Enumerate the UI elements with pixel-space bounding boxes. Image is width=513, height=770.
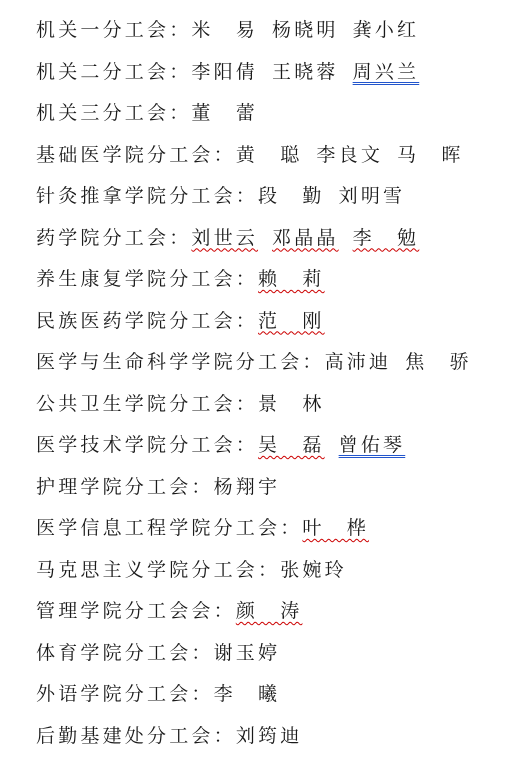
member-name: 范 刚 (258, 309, 325, 332)
union-unit-label: 管理学院分工会会： (36, 600, 236, 622)
member-name: 马 晖 (397, 143, 464, 166)
roster-line (36, 259, 506, 301)
union-unit-label: 外语学院分工会： (36, 683, 214, 705)
member-name: 颜 涛 (235, 600, 303, 622)
roster-line (36, 550, 506, 592)
roster-line (36, 93, 506, 135)
member-name: 张婉玲 (280, 558, 347, 581)
roster-line (36, 674, 506, 716)
member-name: 高沛迪 (324, 351, 392, 373)
union-unit-label: 机关一分工会： (36, 19, 192, 41)
union-unit-label: 基础医学院分工会： (36, 143, 236, 166)
member-name: 龚小红 (352, 19, 420, 41)
member-name: 杨翔宇 (213, 475, 281, 498)
union-unit-label: 护理学院分工会： (36, 475, 214, 498)
union-unit-label: 药学院分工会： (36, 226, 192, 249)
union-unit-label: 养生康复学院分工会： (36, 268, 259, 290)
member-name: 王晓蓉 (272, 60, 339, 83)
member-name: 刘世云 (191, 226, 259, 249)
member-name: 赖 莉 (258, 268, 325, 290)
roster-line (36, 301, 506, 343)
roster-line (36, 425, 506, 467)
member-name: 杨晓明 (272, 19, 339, 41)
union-unit-label: 医学技术学院分工会： (36, 434, 259, 456)
member-name: 李 曦 (213, 683, 281, 705)
member-name: 李良文 (316, 143, 384, 166)
member-name: 米 易 (191, 19, 259, 41)
member-name: 曾佑琴 (338, 434, 406, 456)
member-name: 周兴兰 (352, 60, 420, 83)
member-name: 董 蕾 (191, 102, 259, 124)
document-body (36, 10, 506, 757)
roster-line (36, 384, 506, 426)
member-name: 景 林 (258, 392, 325, 415)
roster-line (36, 633, 506, 675)
member-name: 李阳倩 (191, 60, 259, 83)
union-unit-label: 医学信息工程学院分工会： (36, 517, 303, 539)
roster-line (36, 52, 506, 94)
roster-line (36, 135, 506, 177)
union-unit-label: 机关三分工会： (36, 102, 192, 124)
roster-line (36, 176, 506, 218)
roster-line (36, 10, 506, 52)
union-unit-label: 后勤基建处分工会： (36, 724, 236, 747)
roster-line (36, 591, 506, 633)
member-name: 吴 磊 (258, 434, 325, 456)
member-name: 刘筠迪 (235, 724, 303, 747)
union-unit-label: 医学与生命科学学院分工会： (36, 351, 325, 373)
roster-line (36, 467, 506, 509)
union-unit-label: 民族医药学院分工会： (36, 309, 259, 332)
union-unit-label: 机关二分工会： (36, 60, 192, 83)
roster-line (36, 716, 506, 758)
union-unit-label: 马克思主义学院分工会： (36, 558, 281, 581)
roster-line (36, 342, 506, 384)
member-name: 黄 聪 (235, 143, 303, 166)
member-name: 焦 骄 (405, 351, 472, 373)
union-unit-label: 公共卫生学院分工会： (36, 392, 259, 415)
union-unit-label: 针灸推拿学院分工会： (36, 185, 259, 207)
roster-line (36, 508, 506, 550)
roster-line (36, 218, 506, 260)
member-name: 刘明雪 (338, 185, 406, 207)
member-name: 叶 桦 (302, 517, 370, 539)
member-name: 邓晶晶 (272, 226, 339, 249)
member-name: 李 勉 (352, 226, 420, 249)
member-name: 谢玉婷 (213, 641, 281, 664)
union-unit-label: 体育学院分工会： (36, 641, 214, 664)
member-name: 段 勤 (258, 185, 325, 207)
